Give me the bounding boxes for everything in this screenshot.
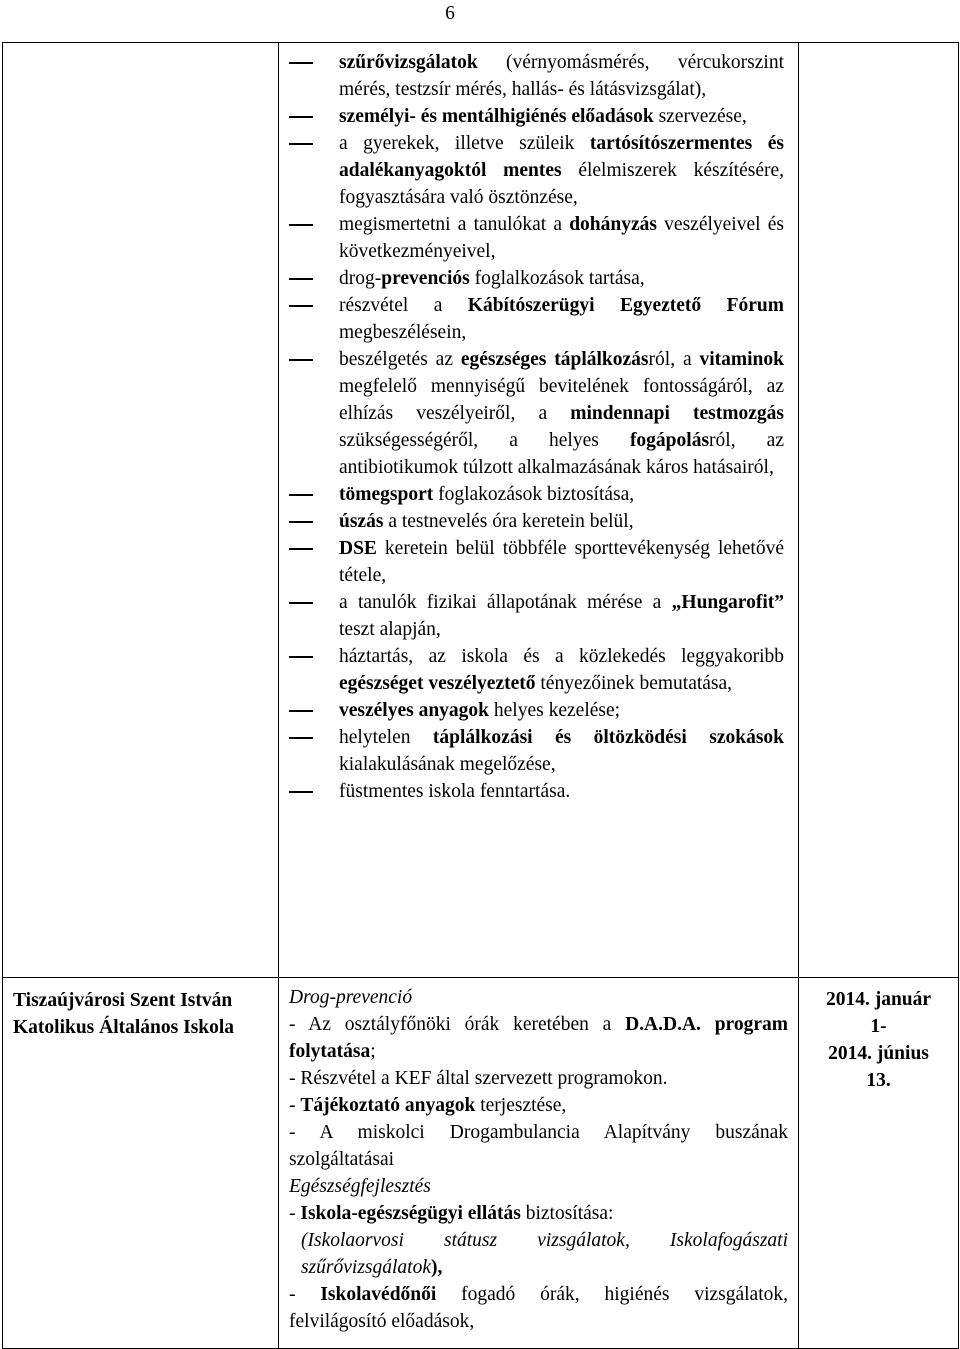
list-item [279, 481, 798, 508]
empty-cell [799, 43, 959, 978]
table-row [3, 43, 959, 978]
date-separator: 1- [870, 1016, 887, 1037]
program-line [289, 1200, 788, 1227]
text-run: DSE [339, 538, 377, 559]
text-run: élelmiszerek készítésére, fogyasztására való ösztönzése, [339, 160, 784, 208]
text-run: ról, az antibiotikumok túlzott alkalmazásának káros hatásairól, [339, 430, 784, 478]
date-start: 2014. január [825, 989, 932, 1010]
school-cell [3, 978, 279, 1349]
text-run: prevenciós [381, 268, 470, 289]
text-run: egészséges táplálkozás [460, 349, 649, 370]
text-run: (Iskolaorvosi státusz vizsgálatok, Iskolafogászati szűrővizsgálatok [301, 1230, 788, 1278]
text-run: (vérnyomásmérés, vércukorszint mérés, testzsír mérés, hallás- és látásvizsgálat), [339, 52, 784, 100]
empty-cell [3, 43, 279, 978]
text-run: beszélgetés az [339, 349, 461, 370]
text-run: dohányzás [569, 214, 657, 235]
list-item [279, 265, 798, 292]
text-run: Tájékoztató anyagok [300, 1095, 476, 1116]
activities-list [279, 49, 798, 805]
text-run: tartósítószermentes és adalékanyagoktól mentes [339, 133, 784, 181]
text-run: mindennapi testmozgás [570, 403, 784, 424]
activities-cell [279, 43, 799, 978]
text-run: táplálkozási és öltözködési szokások [432, 727, 784, 748]
text-run: a tanulók fizikai állapotának mérése a [339, 592, 672, 613]
list-item [279, 778, 798, 805]
text-run: - Az osztályfőnöki órák keretében a [289, 1014, 626, 1035]
text-run: szűrővizsgálatok [339, 52, 478, 73]
text-run: - [289, 1203, 301, 1224]
text-run: - [289, 1095, 301, 1116]
list-item [279, 211, 798, 265]
text-run: terjesztése, [475, 1095, 567, 1116]
list-item [279, 508, 798, 535]
text-run: fogápolás [629, 430, 710, 451]
text-run: egészséget veszélyeztető [339, 673, 536, 694]
text-run: fogadó órák, higiénés vizsgálatok, felvilágosító előadások, [289, 1284, 788, 1332]
date-end-day: 13. [866, 1070, 891, 1091]
activity-table [2, 42, 959, 1349]
table-row [3, 978, 959, 1349]
text-run: Iskola-egészségügyi ellátás [300, 1203, 521, 1224]
date-cell [799, 978, 959, 1349]
text-run: Kábítószerügyi Egyeztető Fórum [467, 295, 784, 316]
list-item [279, 103, 798, 130]
text-run: helyes kezelése; [489, 700, 621, 721]
text-run: megfelelő mennyiségű bevitelének fontosságáról, az elhízás veszélyeiről, a [339, 376, 784, 424]
text-run: úszás [339, 511, 384, 532]
text-run: a testnevelés óra keretein belül, [383, 511, 634, 532]
page-number: 6 [445, 3, 455, 24]
text-run: veszélyes anyagok [339, 700, 490, 721]
text-run: háztartás, az iskola és a közlekedés leggyakoribb [339, 646, 784, 667]
program-line [289, 1119, 788, 1173]
list-item [279, 643, 798, 697]
text-run: Iskolavédőnői [320, 1284, 437, 1305]
text-run: megbeszélésein, [339, 322, 467, 343]
program-line [289, 1227, 788, 1281]
text-run: - Részvétel a KEF által szervezett programokon. [289, 1068, 668, 1089]
text-run: veszélyeivel és következményeivel, [339, 214, 784, 262]
text-run: D.A.D.A. program folytatása [289, 1014, 788, 1062]
text-run: „Hungarofit” [671, 592, 784, 613]
text-run: ), [431, 1257, 443, 1278]
list-item [279, 346, 798, 481]
text-run: részvétel a [339, 295, 468, 316]
text-run: teszt alapján, [339, 619, 441, 640]
text-run: Egészségfejlesztés [289, 1176, 431, 1197]
text-run: biztosítása: [520, 1203, 614, 1224]
text-run: ; [370, 1041, 376, 1062]
program-line [289, 1011, 788, 1065]
text-run: - A miskolci Drogambulancia Alapítvány buszának szolgáltatásai [289, 1122, 788, 1170]
text-run: helytelen [339, 727, 433, 748]
text-run: tömegsport [339, 484, 434, 505]
text-run: személyi- és mentálhigiénés előadások [339, 106, 654, 127]
school-name: Tiszaújvárosi Szent István Katolikus Általános Iskola [13, 990, 235, 1038]
program-line [289, 1092, 788, 1119]
program-cell [279, 978, 799, 1349]
list-item [279, 724, 798, 778]
text-run: ról, a [648, 349, 700, 370]
text-run: foglalkozások tartása, [469, 268, 645, 289]
list-item [279, 697, 798, 724]
text-run: a gyerekek, illetve szüleik [339, 133, 590, 154]
text-run: foglakozások biztosítása, [433, 484, 635, 505]
program-line [289, 1065, 788, 1092]
program-line [289, 1173, 788, 1200]
text-run: megismertetni a tanulókat a [339, 214, 570, 235]
list-item [279, 49, 798, 103]
text-run: füstmentes iskola fenntartása. [339, 781, 571, 802]
text-run: - [289, 1284, 321, 1305]
date-end: 2014. június [828, 1043, 929, 1064]
date-range [799, 978, 958, 1094]
program-line [289, 1281, 788, 1335]
program-text [279, 978, 798, 1335]
text-run: tényezőinek bemutatása, [535, 673, 733, 694]
list-item [279, 130, 798, 211]
list-item [279, 589, 798, 643]
list-item [279, 535, 798, 589]
text-run: drog- [339, 268, 382, 289]
text-run: Drog-prevenció [289, 987, 413, 1008]
program-line [289, 984, 788, 1011]
text-run: szükségességéről, a helyes [339, 430, 630, 451]
text-run: szervezése, [653, 106, 747, 127]
text-run: keretein belül többféle sporttevékenység lehetővé tétele, [339, 538, 784, 586]
text-run: vitaminok [699, 349, 784, 370]
list-item [279, 292, 798, 346]
text-run: kialakulásának megelőzése, [339, 754, 556, 775]
